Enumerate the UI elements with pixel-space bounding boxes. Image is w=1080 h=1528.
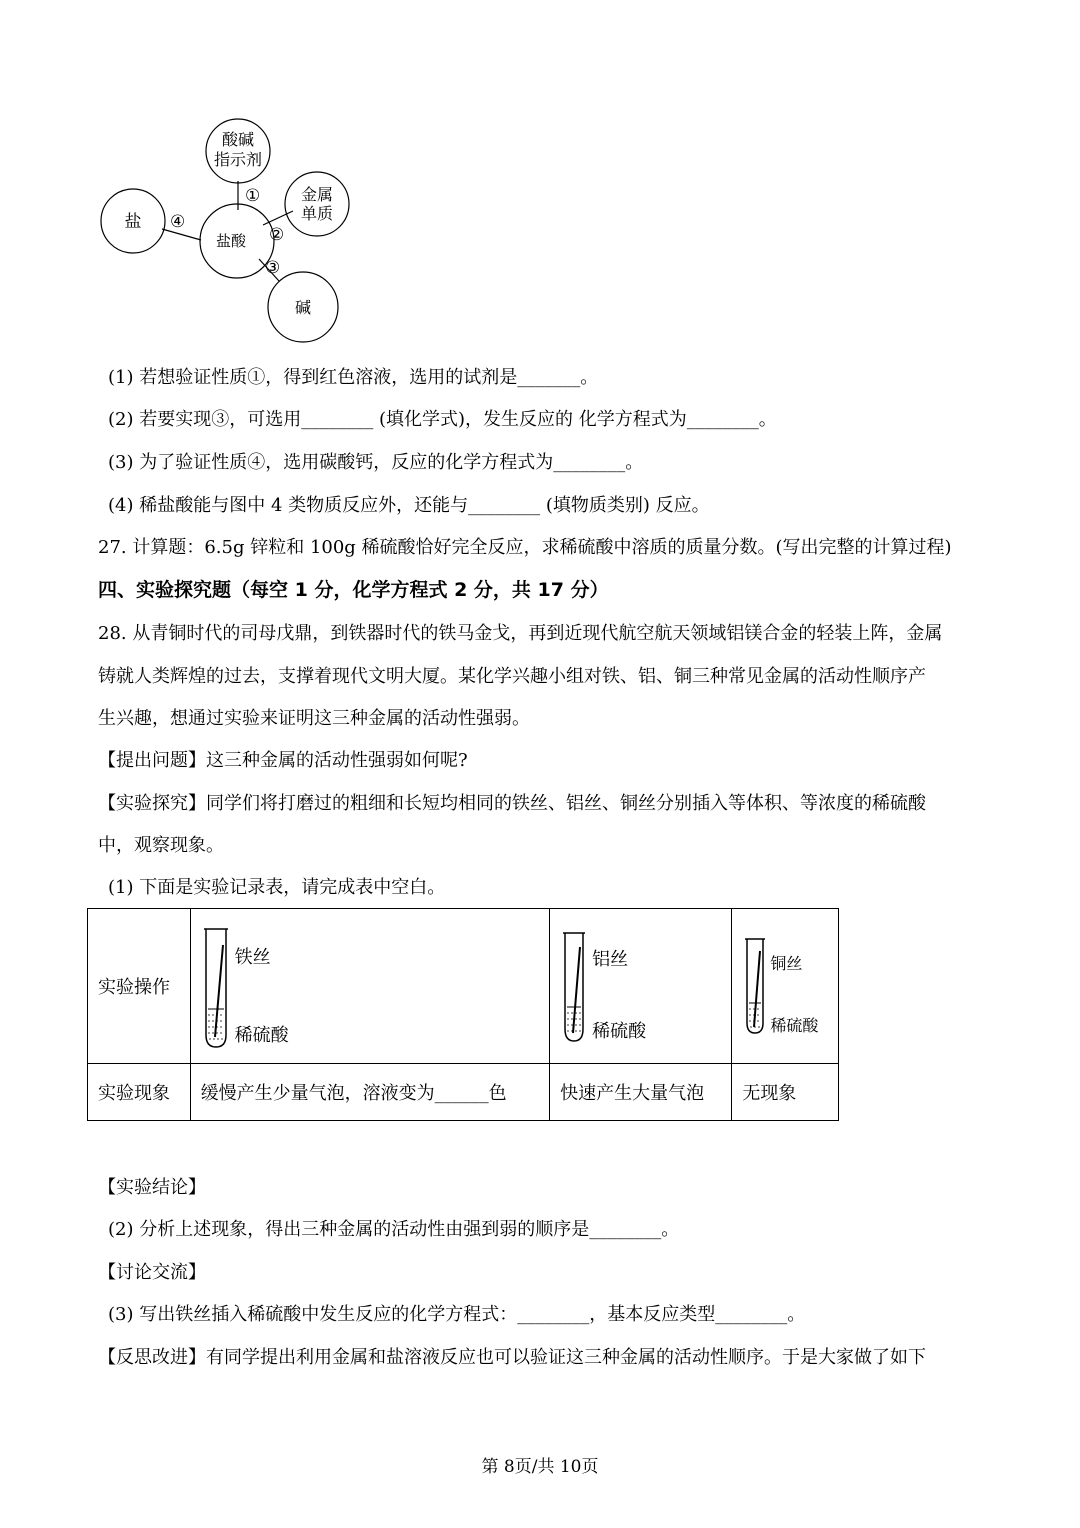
base-label: 碱	[294, 298, 312, 317]
iron-wire-label: 铁丝	[234, 947, 271, 968]
q26-part-3: (3) 为了验证性质④，选用碳酸钙，反应的化学方程式为________。	[108, 452, 644, 473]
experiment-record-table	[87, 908, 839, 1121]
num-4: ④	[170, 212, 186, 232]
phen-label-cell	[88, 1064, 191, 1121]
phen-label: 实验现象	[98, 1083, 170, 1104]
num-3: ③	[265, 258, 281, 278]
op-label: 实验操作	[98, 977, 170, 998]
section-4-heading: 四、实验探究题（每空 1 分，化学方程式 2 分，共 17 分）	[98, 579, 609, 601]
metal-label-2: 单质	[300, 204, 334, 223]
cu-result-cell	[732, 1064, 839, 1121]
iron-acid-label: 稀硫酸	[234, 1025, 289, 1046]
num-1: ①	[245, 186, 261, 206]
cu-result: 无现象	[742, 1083, 797, 1104]
discussion-heading: 【讨论交流】	[98, 1262, 206, 1283]
metal-label-1: 金属	[300, 185, 334, 204]
al-wire-label: 铝丝	[592, 949, 629, 970]
q26-part-1: (1) 若想验证性质①，得到红色溶液，选用的试剂是_______。	[108, 367, 599, 388]
indicator-label-1: 酸碱	[221, 130, 255, 149]
reflection-text: 【反思改进】有同学提出利用金属和盐溶液反应也可以验证这三种金属的活动性顺序。于是大家做了如下	[98, 1347, 926, 1368]
salt-label: 盐	[124, 212, 142, 232]
q28-line-3: 生兴趣，想通过实验来证明这三种金属的活动性强弱。	[98, 708, 530, 729]
q26-part-4: (4) 稀盐酸能与图中 4 类物质反应外，还能与________ (填物质类别) 反应。	[108, 495, 710, 516]
al-result-cell	[550, 1064, 732, 1121]
q28-line-2: 铸就人类辉煌的过去，支撑着现代文明大厦。某化学兴趣小组对铁、铝、铜三种常见金属的活动性顺序产	[98, 666, 926, 687]
al-tube-cell	[550, 909, 732, 1064]
q27-text: 27. 计算题：6.5g 锌粒和 100g 稀硫酸恰好完全反应，求稀硫酸中溶质的质量分数。(写出完整的计算过程)	[98, 537, 952, 558]
q28-explore-1: 【实验探究】同学们将打磨过的粗细和长短均相同的铁丝、铝丝、铜丝分别插入等体积、等浓度的稀硫酸	[98, 793, 926, 814]
q28-explore-2: 中，观察现象。	[98, 835, 224, 856]
iron-result-cell	[190, 1064, 550, 1121]
num-2: ②	[269, 225, 285, 245]
q28-sub-1: (1) 下面是实验记录表，请完成表中空白。	[108, 877, 446, 898]
iron-tube-cell	[190, 909, 550, 1064]
indicator-label-2: 指示剂	[213, 150, 263, 169]
test-tube-aluminium-icon	[562, 931, 586, 1043]
al-acid-label: 稀硫酸	[592, 1021, 647, 1042]
q28-sub-3: (3) 写出铁丝插入稀硫酸中发生反应的化学方程式：________，基本反应类型________。	[108, 1304, 806, 1325]
page-number: 第 8页/共 10页	[481, 1457, 599, 1477]
q28-question: 【提出问题】这三种金属的活动性强弱如何呢?	[98, 750, 468, 771]
op-label-cell	[88, 909, 191, 1064]
cu-tube-cell	[732, 909, 839, 1064]
iron-result: 缓慢产生少量气泡，溶液变为______色	[200, 1083, 507, 1104]
test-tube-copper-icon	[744, 937, 766, 1035]
q26-part-2: (2) 若要实现③，可选用________ (填化学式)，发生反应的 化学方程式为________。	[108, 409, 777, 430]
hydrochloric-acid-property-diagram	[95, 115, 365, 345]
conclusion-heading: 【实验结论】	[98, 1177, 206, 1198]
cu-acid-label: 稀硫酸	[770, 1016, 819, 1035]
cu-wire-label: 铜丝	[770, 954, 803, 973]
q28-line-1: 28. 从青铜时代的司母戊鼎，到铁器时代的铁马金戈，再到近现代航空航天领域铝镁合金的轻装上阵，金属	[98, 623, 943, 644]
center-label: 盐酸	[215, 232, 247, 250]
q28-sub-2: (2) 分析上述现象，得出三种金属的活动性由强到弱的顺序是________。	[108, 1219, 680, 1240]
al-result: 快速产生大量气泡	[560, 1083, 705, 1104]
test-tube-iron-icon	[203, 927, 229, 1049]
